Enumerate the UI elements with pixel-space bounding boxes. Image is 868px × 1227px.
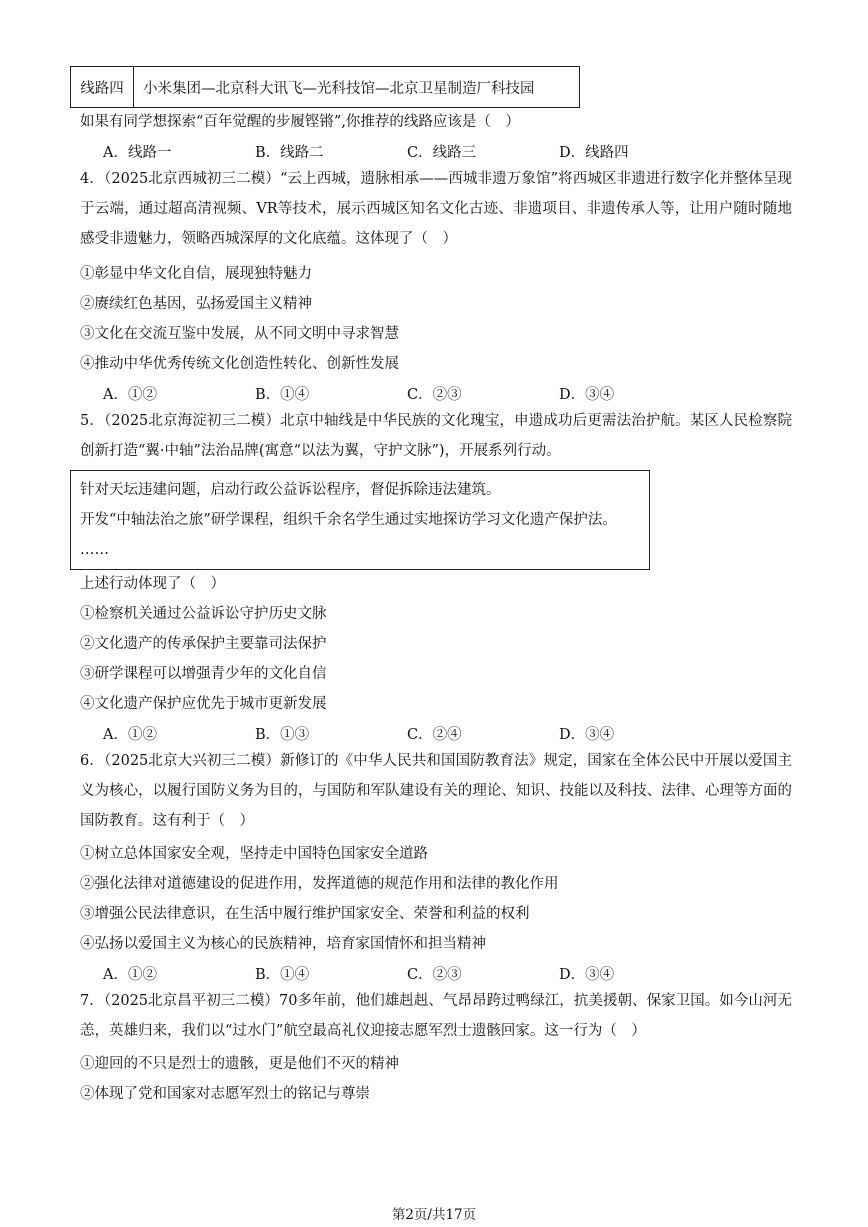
q5-box-line-3: ……: [80, 542, 109, 558]
q4-item-1: ①彰显中华文化自信，展现独特魅力: [80, 266, 312, 282]
q5-ask: 上述行动体现了（ ）: [80, 576, 225, 592]
q5-material-box: [70, 470, 650, 570]
q7-item-1: ①迎回的不只是烈士的遗骸，更是他们不灭的精神: [80, 1056, 399, 1072]
q5-box-line-1: 针对天坛违建问题，启动行政公益诉讼程序，督促拆除违法建筑。: [80, 482, 501, 498]
q6-option-a[interactable]: A．①②: [103, 967, 157, 983]
q5-option-a[interactable]: A．①②: [103, 727, 157, 743]
page-footer: 第2页/共17页: [391, 1207, 477, 1223]
q4-option-a[interactable]: A．①②: [103, 387, 157, 403]
q5-item-2: ②文化遗产的传承保护主要靠司法保护: [80, 636, 327, 652]
q3-option-a[interactable]: A．线路一: [103, 145, 172, 161]
q4-item-3: ③文化在交流互鉴中发展，从不同文明中寻求智慧: [80, 326, 399, 342]
q6-options: [103, 963, 711, 984]
q6-item-2: ②强化法律对道德建设的促进作用，发挥道德的规范作用和法律的教化作用: [80, 876, 559, 892]
q5-item-3: ③研学课程可以增强青少年的文化自信: [80, 666, 327, 682]
q4-option-c[interactable]: C．②③: [407, 387, 462, 403]
q3-option-c[interactable]: C．线路三: [407, 145, 477, 161]
q3-option-d[interactable]: D．线路四: [559, 145, 629, 161]
q5-box-line-2: 开发“中轴法治之旅”研学课程，组织千余名学生通过实地探访学习文化遗产保护法。: [80, 512, 617, 528]
route-table: [70, 66, 580, 108]
q4-option-d[interactable]: D．③④: [559, 387, 615, 403]
q5-option-c[interactable]: C．②④: [407, 727, 462, 743]
q4-item-4: ④推动中华优秀传统文化创造性转化、创新性发展: [80, 356, 399, 372]
q6-stem: 6．（2025北京大兴初三二模）新修订的《中华人民共和国国防教育法》规定，国家在全体公民中开展以爱国主义为核心，以履行国防义务为目的，与国防和军队建设有关的理论、知识、技能以及科技、法律、心理等方面的国防教育。这有利于（ ）: [80, 753, 792, 829]
q5-option-b[interactable]: B．①③: [255, 727, 310, 743]
q6-option-d[interactable]: D．③④: [559, 967, 615, 983]
q5-options: [103, 723, 711, 744]
q6-option-b[interactable]: B．①④: [255, 967, 310, 983]
q4-item-2: ②赓续红色基因，弘扬爱国主义精神: [80, 296, 312, 312]
route-table-label: 线路四: [71, 67, 134, 107]
q5-item-4: ④文化遗产保护应优先于城市更新发展: [80, 696, 327, 712]
q6-option-c[interactable]: C．②③: [407, 967, 462, 983]
q7-item-2: ②体现了党和国家对志愿军烈士的铭记与尊崇: [80, 1086, 370, 1102]
q4-stem: 4．（2025北京西城初三二模）“云上西城，遗脉相承——西城非遗万象馆”将西城区非遗进行数字化并整体呈现于云端，通过超高清视频、VR等技术，展示西城区知名文化古迹、非遗项目、非遗传承人等，让用户随时随地感受非遗魅力，领略西城深厚的文化底蕴。这体现了（ ）: [80, 171, 792, 247]
q6-item-3: ③增强公民法律意识，在生活中履行维护国家安全、荣誉和利益的权利: [80, 906, 530, 922]
q3-options: [103, 141, 711, 162]
q4-options: [103, 383, 711, 404]
q4-option-b[interactable]: B．①④: [255, 387, 310, 403]
q5-stem: 5．（2025北京海淀初三二模）北京中轴线是中华民族的文化瑰宝，申遗成功后更需法治护航。某区人民检察院创新打造“翼·中轴”法治品牌(寓意“以法为翼，守护文脉”)，开展系列行动。: [80, 413, 792, 459]
q7-stem: 7．（2025北京昌平初三二模）70多年前，他们雄赳赳、气昂昂跨过鸭绿江，抗美援朝、保家卫国。如今山河无恙，英雄归来，我们以“过水门”航空最高礼仪迎接志愿军烈士遗骸回家。这一行为（ ）: [80, 993, 792, 1039]
q6-item-4: ④弘扬以爱国主义为核心的民族精神，培育家国情怀和担当精神: [80, 936, 486, 952]
q3-option-b[interactable]: B．线路二: [255, 145, 324, 161]
q3-stem: 如果有同学想探索“百年觉醒的步履铿锵”,你推荐的线路应该是（ ）: [80, 114, 520, 130]
q5-item-1: ①检察机关通过公益诉讼守护历史文脉: [80, 606, 327, 622]
route-table-content: 小米集团—北京科大讯飞—光科技馆—北京卫星制造厂科技园: [143, 80, 535, 97]
q5-option-d[interactable]: D．③④: [559, 727, 615, 743]
q6-item-1: ①树立总体国家安全观，坚持走中国特色国家安全道路: [80, 846, 428, 862]
